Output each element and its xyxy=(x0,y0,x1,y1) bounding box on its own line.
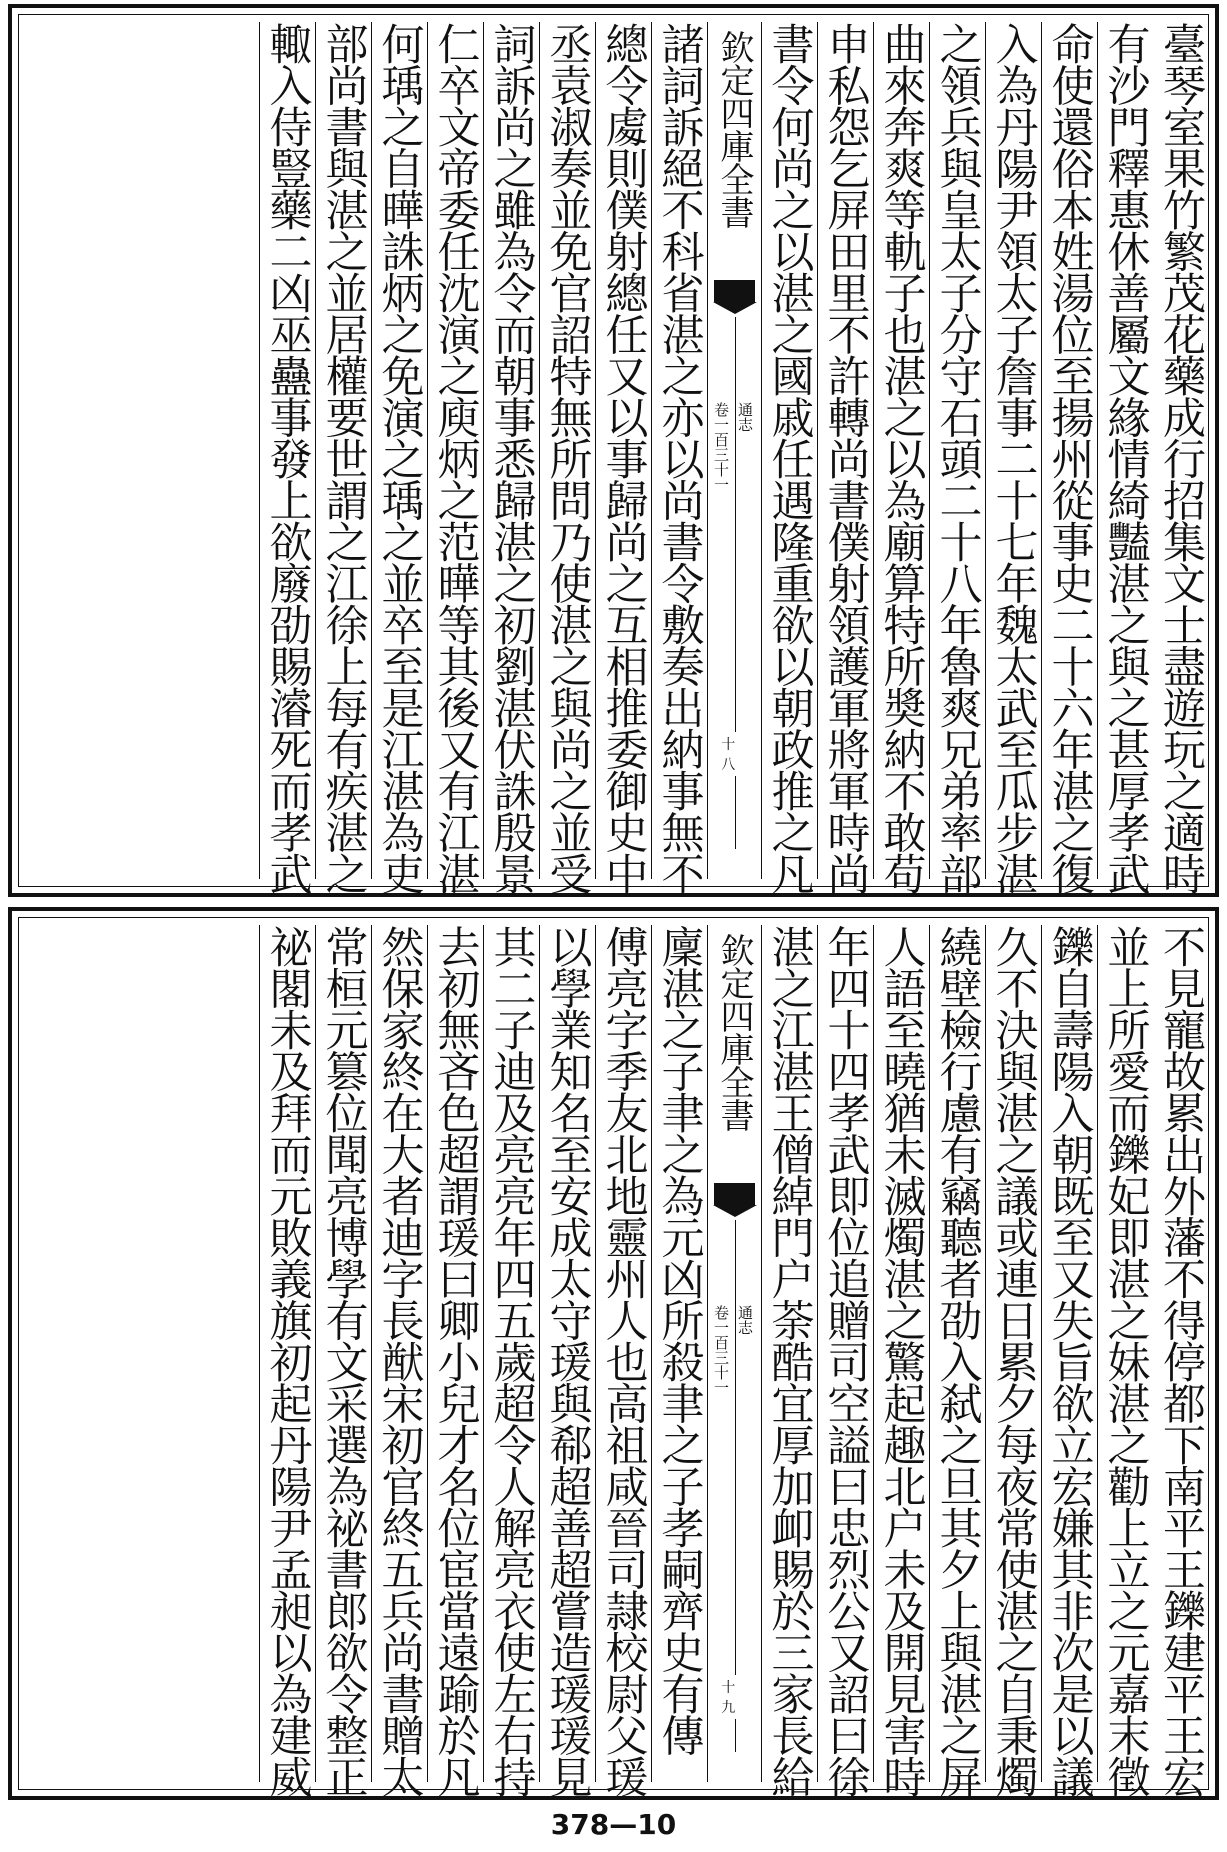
column-text: 申私怨乞屏田里不許轉尚書僕射領護軍將軍時尚 xyxy=(820,22,871,894)
text-column xyxy=(1153,925,1209,1797)
text-column xyxy=(539,925,595,1797)
column-text: 傅亮字季友北地靈州人也高祖咸晉司隷校尉父瑗 xyxy=(598,925,649,1797)
text-column xyxy=(1097,22,1153,894)
book-title: 欽定四庫全書 xyxy=(714,933,754,1131)
book-title: 欽定四庫全書 xyxy=(714,30,754,228)
column-text: 輙入侍豎藥二凶巫蠱事發上欲廢劭賜濬死而孝武 xyxy=(262,22,313,894)
column-text: 其二子迪及亮亮年四五歲超令人解亮衣使左右持 xyxy=(486,925,537,1797)
text-column xyxy=(483,925,539,1797)
center-fold xyxy=(707,22,761,879)
column-text: 丞袁淑奏並免官詔特無所問乃使湛之與尚之並受 xyxy=(542,22,593,894)
text-column xyxy=(929,22,985,894)
text-column xyxy=(761,22,817,894)
text-column xyxy=(761,925,817,1797)
text-column xyxy=(873,22,929,894)
column-text: 繞壁檢行慮有竊聽者劭入弑之旦其夕上與湛之屏 xyxy=(932,925,983,1797)
text-column xyxy=(427,22,483,894)
text-column xyxy=(371,925,427,1797)
text-column xyxy=(483,22,539,894)
text-column xyxy=(817,22,873,894)
text-column xyxy=(817,925,873,1797)
text-column xyxy=(1041,925,1097,1797)
top-page-frame xyxy=(8,4,1219,897)
center-fold xyxy=(707,925,761,1782)
text-column xyxy=(929,925,985,1797)
text-column xyxy=(651,22,707,894)
column-text: 之領兵與皇太子分守石頭二十八年魯爽兄弟率部 xyxy=(932,22,983,894)
fish-tail-ornament xyxy=(714,280,755,302)
column-text: 然保家終在大者迪字長猷宋初官終五兵尚書贈太 xyxy=(374,925,425,1797)
column-text: 曲來奔爽等軌子也湛之以為廟算特所奬納不敢苟 xyxy=(876,22,927,894)
fish-tail-ornament xyxy=(714,1183,755,1205)
text-column xyxy=(259,22,315,894)
text-column xyxy=(1153,22,1209,894)
column-text: 人語至曉猶未滅燭湛之驚起趣北户未及開見害時 xyxy=(876,925,927,1797)
column-text: 部尚書與湛之並居權要世謂之江徐上每有疾湛之 xyxy=(318,22,369,894)
fold-line xyxy=(735,1220,736,1752)
column-text: 祕閣未及拜而元敗義旗初起丹陽尹孟昶以為建威 xyxy=(262,925,313,1797)
juan-number: 卷一百三十一 xyxy=(712,1305,730,1395)
column-text: 以學業知名至安成太守瑗與郗超善超嘗造瑗瑗見 xyxy=(542,925,593,1797)
text-column xyxy=(259,925,315,1797)
column-text: 何瑀之自曄誅炳之免演之瑀之並卒至是江湛為吏 xyxy=(374,22,425,894)
column-text: 廩湛之子聿之為元凶所殺聿之子孝嗣齊史有傳 xyxy=(654,925,705,1755)
column-text: 久不決與湛之議或連日累夕每夜常使湛之自秉燭 xyxy=(988,925,1039,1797)
column-text: 仁卒文帝委任沈演之庾炳之范曄等其後又有江湛 xyxy=(430,22,481,894)
text-column xyxy=(371,22,427,894)
text-column xyxy=(985,925,1041,1797)
column-text: 湛之江湛王僧綽門户荼酷宜厚加卹賜於三家長給 xyxy=(764,925,815,1797)
text-column xyxy=(315,22,371,894)
page-number: 十八 xyxy=(721,732,748,776)
work-title: 通志 xyxy=(736,402,754,432)
column-text: 去初無吝色超謂瑗曰卿小兒才名位宦當遠踰於凡 xyxy=(430,925,481,1797)
column-text: 命使還俗本姓湯位至揚州從事史二十六年湛之復 xyxy=(1044,22,1095,894)
column-text: 常桓元篡位聞亮博學有文采選為祕書郎欲令整正 xyxy=(318,925,369,1797)
column-text: 不見寵故累出外藩不得停都下南平王鑠建平王宏 xyxy=(1156,925,1206,1797)
text-column xyxy=(1041,22,1097,894)
column-text: 入為丹陽尹領太子詹事二十七年魏太武至瓜步湛 xyxy=(988,22,1039,894)
work-title: 通志 xyxy=(736,1305,754,1335)
column-text: 鑠自壽陽入朝既至又失旨欲立宏嫌其非次是以議 xyxy=(1044,925,1095,1797)
text-column xyxy=(595,22,651,894)
text-column xyxy=(315,925,371,1797)
text-column xyxy=(651,925,707,1782)
column-text: 並上所愛而鑠妃即湛之妹湛之勸上立之元嘉末徵 xyxy=(1100,925,1151,1797)
column-text: 詞訴尚之雖為令而朝事悉歸湛之初劉湛伏誅殷景 xyxy=(486,22,537,894)
column-text: 諸詞訴絕不科省湛之亦以尚書令敷奏出納事無不 xyxy=(654,22,705,894)
column-text: 總令䖏則僕射總任又以事歸尚之互相推委御史中 xyxy=(598,22,649,894)
page-footer: 378—10 xyxy=(550,1808,677,1841)
column-text: 書令何尚之以湛之國戚任遇隆重欲以朝政推之凡 xyxy=(764,22,815,894)
text-column xyxy=(873,925,929,1797)
text-column xyxy=(427,925,483,1797)
text-column xyxy=(1097,925,1153,1797)
text-column xyxy=(595,925,651,1797)
text-column xyxy=(539,22,595,894)
column-text: 年四十四孝武即位追贈司空謚曰忠烈公又詔曰徐 xyxy=(820,925,871,1797)
juan-number: 卷一百三十一 xyxy=(712,402,730,492)
text-column xyxy=(985,22,1041,894)
column-text: 臺琴室果竹繁茂花藥成行招集文士盡遊玩之適時 xyxy=(1156,22,1206,894)
page-number: 十九 xyxy=(721,1675,748,1719)
bottom-page-frame xyxy=(8,907,1219,1800)
column-text: 有沙門釋惠休善屬文緣情綺豔湛之與之甚厚孝武 xyxy=(1100,22,1151,894)
